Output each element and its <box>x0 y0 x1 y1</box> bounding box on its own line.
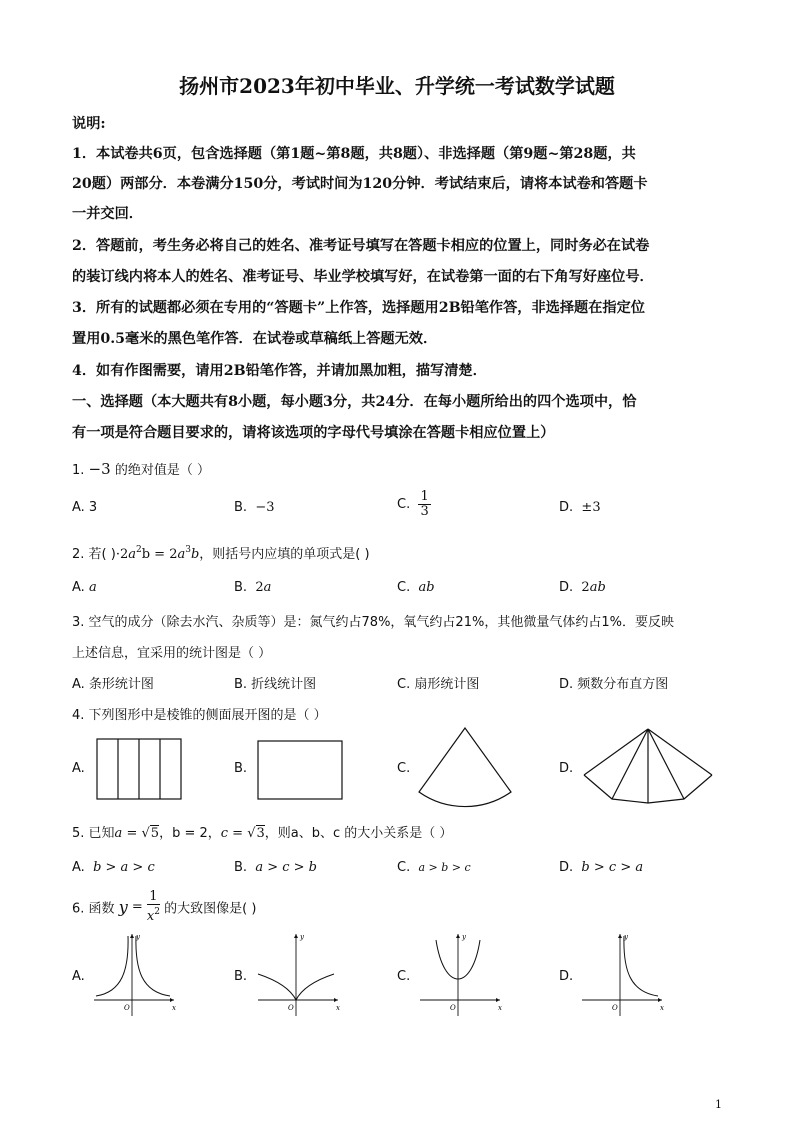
question-1: 1. −3 的绝对值是（ ） <box>72 460 210 478</box>
question-4: 4. 下列图形中是棱锥的侧面展开图的是（ ） <box>72 708 327 723</box>
question-2: 2. 若( )$\cdot 2a^2b = 2a^3b$，则括号内应填的单项式是( ) <box>72 545 370 562</box>
question-6: 6. 函数 y = $\frac{1}{x^2}$ 的大致图像是( ) <box>72 889 257 924</box>
instruction-line: 置用0.5毫米的黑色笔作答．在试卷或草稿纸上答题无效． <box>72 331 438 347</box>
exam-title: 扬州市2023年初中毕业、升学统一考试数学试题 <box>179 74 615 98</box>
instruction-line: 一并交回． <box>72 206 143 222</box>
q6-option-a: A. <box>72 969 85 984</box>
q5-option-a: A. b > a > c <box>72 860 155 875</box>
q2-option-b: B. 2a <box>234 580 272 595</box>
q4-figure-c-sector <box>415 726 515 818</box>
q4-option-c: C. <box>397 761 411 776</box>
q6-option-b: B. <box>234 969 248 984</box>
q3-option-a: A. 条形统计图 <box>72 677 154 692</box>
origin-label: O <box>612 1004 618 1012</box>
section-heading: 一、选择题（本大题共有8小题，每小题3分，共24分．在每小题所给出的四个选项中，恰 <box>72 394 637 410</box>
q5-option-b: B. a > c > b <box>234 860 317 875</box>
instruction-line: 1．本试卷共6页，包含选择题（第1题~第8题，共8题）、非选择题（第9题~第28题，共 <box>72 146 636 162</box>
instructions-heading: 说明: <box>72 116 106 132</box>
question-5: 5. 已知a = √5，b = 2，c = √3，则a、b、c 的大小关系是（ ） <box>72 826 453 841</box>
q4-option-a: A. <box>72 761 85 776</box>
q4-option-d: D. <box>559 761 574 776</box>
q3-option-d: D. 频数分布直方图 <box>559 677 669 692</box>
x-axis-label: x <box>498 1004 502 1012</box>
q4-option-b: B. <box>234 761 248 776</box>
q5-option-d: D. b > c > a <box>559 860 644 875</box>
y-axis-label: y <box>462 933 466 941</box>
q4-figure-a-four-rectangles <box>96 738 186 802</box>
q2-option-c: C. ab <box>397 580 435 595</box>
q6-option-d: D. <box>559 969 574 984</box>
q6-option-c: C. <box>397 969 411 984</box>
y-axis-label: y <box>300 933 304 941</box>
instruction-line: 20题）两部分．本卷满分150分，考试时间为120分钟．考试结束后，请将本试卷和答题卡 <box>72 176 648 192</box>
instruction-line: 2．答题前，考生务必将自己的姓名、准考证号填写在答题卡相应的位置上，同时务必在试卷 <box>72 238 650 254</box>
x-axis-label: x <box>336 1004 340 1012</box>
instruction-line: 4．如有作图需要，请用2B铅笔作答，并请加黑加粗，描写清楚． <box>72 363 487 379</box>
q1-option-c: C. $\frac{1}{3}$ <box>397 489 429 519</box>
section-heading: 有一项是符合题目要求的，请将该选项的字母代号填涂在答题卡相应位置上） <box>72 425 555 441</box>
page-number: 1 <box>715 1098 722 1111</box>
origin-label: O <box>288 1004 294 1012</box>
q1-option-b: B. −3 <box>234 500 275 515</box>
instruction-line: 的装订线内将本人的姓名、准考证号、毕业学校填写好，在试卷第一面的右下角写好座位号． <box>72 269 654 285</box>
origin-label: O <box>450 1004 456 1012</box>
q4-figure-b-rectangle <box>257 740 347 802</box>
q5-option-c: C. a > b > c <box>397 860 471 875</box>
q3-option-b: B. 折线统计图 <box>234 677 317 692</box>
question-3-line2: 上述信息，宜采用的统计图是（ ） <box>72 646 272 661</box>
x-axis-label: x <box>172 1004 176 1012</box>
q6-graph-a <box>92 930 178 1018</box>
instruction-line: 3．所有的试题都必须在专用的“答题卡”上作答，选择题用2B铅笔作答，非选择题在指定位 <box>72 300 645 316</box>
q1-expression: −3 <box>88 460 111 478</box>
q6-graph-d <box>580 930 666 1018</box>
q6-graph-c <box>418 930 504 1018</box>
q6-graph-b <box>256 930 342 1018</box>
origin-label: O <box>124 1004 130 1012</box>
q2-option-a: A. a <box>72 580 97 595</box>
q1-option-a: A. 3 <box>72 500 98 515</box>
y-axis-label: y <box>136 933 140 941</box>
q3-option-c: C. 扇形统计图 <box>397 677 480 692</box>
q4-figure-d-triangles-fan <box>582 727 716 803</box>
x-axis-label: x <box>660 1004 664 1012</box>
question-3-line1: 3. 空气的成分（除去水汽、杂质等）是：氮气约占78%，氧气约占21%，其他微量气体约占1%．要反映 <box>72 615 674 630</box>
q1-option-d: D. ±3 <box>559 500 601 515</box>
y-axis-label: y <box>624 933 628 941</box>
q2-option-d: D. 2ab <box>559 580 606 595</box>
